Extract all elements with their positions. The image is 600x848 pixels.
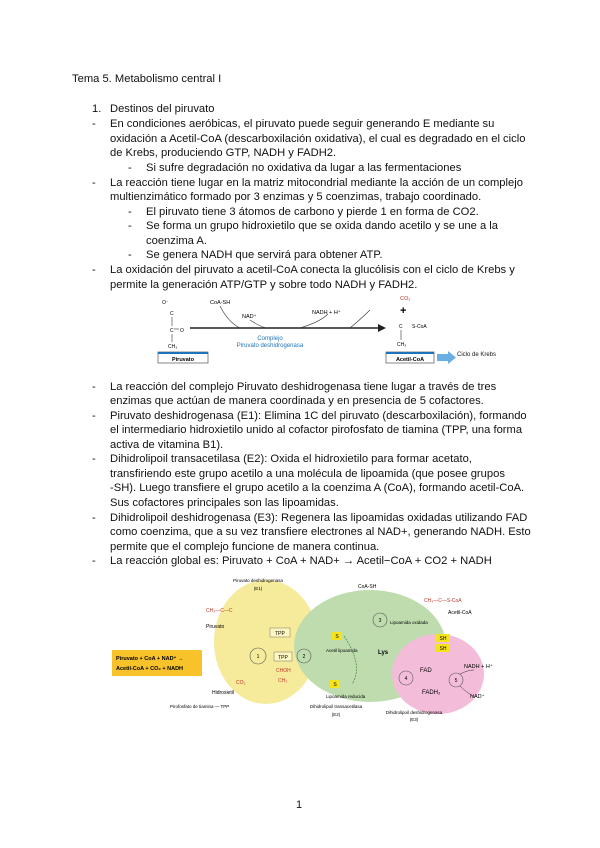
bullet-dash: -: [128, 249, 132, 261]
text-line: permite que el complejo funcione de manera continua.: [110, 541, 380, 553]
acetyl-lipoamide-label: Acetil lipoamida: [326, 648, 358, 653]
section-number: 1.: [92, 103, 102, 115]
page-title: Tema 5. Metabolismo central I: [72, 73, 222, 85]
section-title: Destinos del piruvato: [110, 103, 215, 115]
pyruvate-box-label: Piruvato: [171, 357, 195, 363]
text-line: La reacción global es: Piruvato + CoA + NAD+ → Acetil−CoA + CO2 + NADH: [110, 555, 492, 567]
pyruvate-ch3: CH₃: [168, 344, 178, 350]
s-label: S: [333, 682, 337, 688]
co2-label: CO₂: [400, 296, 411, 302]
overall-reaction-box: [112, 650, 202, 676]
bullet-dash: -: [92, 381, 96, 393]
step-2: 2: [302, 654, 306, 660]
text-line: como coenzima, que a su vez transfiere electrones al NAD+, generando NADH. Esto: [110, 526, 531, 538]
text-line: La oxidación del piruvato a acetil-CoA conecta la glucólisis con el ciclo de Krebs y: [110, 264, 515, 276]
e2-label: (E2): [331, 712, 341, 717]
co2-label: CO₂: [236, 680, 246, 686]
step-5: 5: [454, 678, 458, 684]
bullet-dash: -: [128, 220, 132, 232]
s-label: S: [335, 634, 339, 640]
krebs-label: Ciclo de Krebs: [457, 352, 497, 358]
e3-name: Dihidrolipoil deshidrogenasa: [385, 710, 443, 715]
text-line: Se forma un grupo hidroxietilo que se oxida dando acetilo y se une a la: [146, 220, 499, 232]
e2-name: Dihidrolipoil transacetilasa: [309, 704, 363, 709]
complex-label-2: Piruvato deshidrogenasa: [236, 343, 304, 349]
text-line: Dihidrolipoil transacetilasa (E2): Oxida el hidroxietilo para formar acetato,: [110, 453, 472, 465]
overall-line-1: Piruvato + CoA + NAD⁺ →: [116, 656, 184, 662]
complex-label-1: Complejo: [257, 336, 283, 342]
pyruvate-label: Piruvato: [206, 624, 225, 630]
text-line: de Krebs, produciendo GTP, NADH y FADH2.: [110, 147, 337, 159]
overall-line-2: Acetil-CoA + CO₂ + NADH: [116, 666, 184, 672]
pyruvate-formula: CH₃—C—C: [206, 608, 233, 614]
acetylcoa-box-label: Acetil-CoA: [395, 357, 425, 363]
bullet-dash: -: [92, 410, 96, 422]
step-1: 1: [256, 654, 260, 660]
lipoamide-red-label: Lipoamida reducida: [326, 694, 366, 699]
text-line: La reacción del complejo Piruvato deshidrogenasa tiene lugar a través de tres: [110, 381, 497, 393]
acetylcoa-label: Acetil-CoA: [448, 610, 472, 616]
acetylcoa-ch3: CH₃: [397, 342, 407, 348]
text-line: El piruvato tiene 3 átomos de carbono y pierde 1 en forma de CO2.: [146, 206, 479, 218]
text-line: oxidación a Acetil-CoA (descarboxilación oxidativa), el cual es degradado en el ciclo: [110, 133, 526, 145]
text-line: coenzima A.: [146, 235, 207, 247]
choh-label: CHOH: [276, 668, 291, 674]
text-line: Piruvato deshidrogenasa (E1): Elimina 1C del piruvato (descarboxilación), formando: [110, 410, 527, 422]
sh-label-1: SH: [439, 636, 447, 642]
pyruvate-o-minus: O⁻: [162, 300, 169, 306]
bullet-dash: -: [92, 555, 96, 567]
nadh-label: NADH + H⁺: [464, 664, 493, 670]
e3-label: (E3): [409, 717, 419, 722]
text-line: permite la generación ATP/GTP y sobre todo NADH y FADH2.: [110, 279, 418, 291]
e1-label: (E1): [253, 586, 263, 591]
pyruvate-c1: C: [170, 311, 174, 317]
krebs-arrow-icon: [437, 351, 456, 364]
pyruvate-o: O: [180, 328, 184, 334]
text-line: En condiciones aeróbicas, el piruvato puede seguir generando E mediante su: [110, 118, 495, 130]
text-line: enzimas que actúan de manera coordinada y en presencia de 5 cofactores.: [110, 395, 484, 407]
tpp-caption: Pirofosfato de tiamina — TPP: [170, 704, 230, 709]
nadh-label: NADH + H⁺: [312, 310, 341, 316]
coash-label: CoA-SH: [210, 300, 231, 306]
pdh-complex-figure: [108, 576, 518, 722]
bullet-dash: -: [92, 453, 96, 465]
pyruvate-reaction-figure: [150, 292, 460, 364]
coash-label: CoA-SH: [358, 584, 377, 590]
ch3-label: CH₃: [278, 678, 288, 684]
sh-label-2: SH: [439, 646, 447, 652]
lys-label: Lys: [378, 650, 389, 656]
bullet-dash: -: [92, 512, 96, 524]
acetylcoa-formula: CH₃—C—S-CoA: [424, 598, 462, 604]
tpp-top: TPP: [275, 631, 285, 637]
page-number: 1: [296, 799, 303, 811]
text-line: Dihidrolipoil deshidrogenasa (E3): Regenera las lipoamidas oxidadas utilizando FAD: [110, 512, 528, 524]
bullet-dash: -: [92, 177, 96, 189]
bullet-dash: -: [92, 118, 96, 130]
e1-name: Piruvato deshidrogenasa: [233, 578, 283, 583]
text-line: Si sufre degradación no oxidativa da lugar a las fermentaciones: [146, 162, 462, 174]
text-line: Se genera NADH que servirá para obtener ATP.: [146, 249, 383, 261]
acetylcoa-c: C: [399, 324, 403, 330]
lipoamide-ox-label: Lipoamida oxidada: [390, 620, 428, 625]
text-line: La reacción tiene lugar en la matriz mitocondrial mediante la acción de un complejo: [110, 177, 523, 189]
acetylcoa-scoa: S-CoA: [412, 324, 427, 330]
fadh2-label: FADH₂: [422, 690, 441, 696]
step-3: 3: [378, 618, 382, 624]
text-line: transfiriendo este grupo acetilo a una molécula de lipoamida (que posee grupos: [110, 468, 505, 480]
fad-label: FAD: [420, 668, 432, 674]
bullet-dash: -: [128, 162, 132, 174]
pyruvate-c2: C: [170, 328, 174, 334]
hydroxyethyl-label: Hidroxietil: [212, 690, 234, 696]
nad-label: NAD⁺: [242, 314, 257, 320]
plus-sign: +: [400, 305, 407, 317]
text-line: Sus cofactores principales son las lipoamidas.: [110, 497, 339, 509]
text-line: activa de vitamina B1).: [110, 439, 224, 451]
text-line: multienzimático formado por 3 enzimas y 5 coenzimas, trabajo coordinado.: [110, 191, 482, 203]
text-line: el intermediario hidroxietilo unido al cofactor pirofosfato de tiamina (TPP, una forma: [110, 424, 523, 436]
text-line: -SH). Luego transfiere el grupo acetilo a la coenzima A (CoA), formando acetil-CoA.: [110, 482, 525, 494]
bullet-dash: -: [128, 206, 132, 218]
nad-label: NAD⁺: [470, 694, 485, 700]
bullet-dash: -: [92, 264, 96, 276]
step-4: 4: [404, 676, 408, 682]
tpp-bottom: TPP: [278, 655, 288, 661]
